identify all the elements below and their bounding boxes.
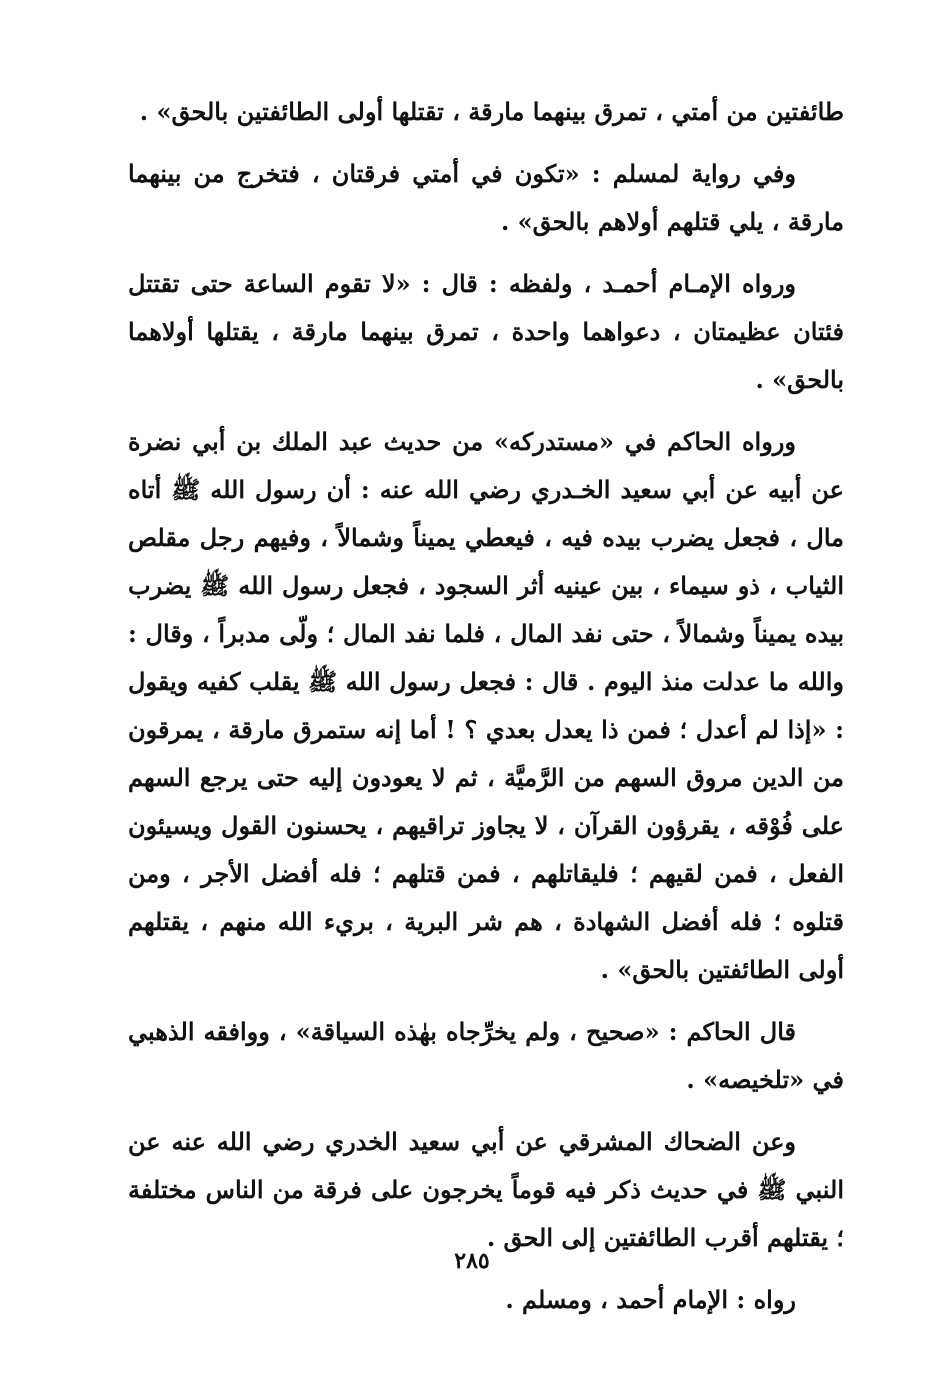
page-number: ٢٨٥ (454, 1248, 490, 1274)
paragraph-3: ورواه الإمـام أحمـد ، ولفظه : قال : «لا تقوم الساعة حتى تقتتل فئتان عظيمتان ، دعواهما واحدة ، تمرق بينهما مارقة ، يقتلها أولاهما بالحق» . (128, 269, 844, 394)
paragraph-6: وعن الضحاك المشرقي عن أبي سعيد الخدري رضي الله عنه عن النبي ﷺ في حديث ذكر فيه قوماً يخرجون على فرقة من الناس مختلفة ؛ يقتلهم أقرب الطائفتين إلى الحق . (128, 1127, 844, 1252)
paragraph-7: رواه : الإمام أحمد ، ومسلم . (505, 1285, 796, 1314)
paragraph-2: وفي رواية لمسلم : «تكون في أمتي فرقتان ، فتخرج من بينهما مارقة ، يلي قتلهم أولاهم بالحق» . (128, 159, 844, 236)
paragraph-4: ورواه الحاكم في «مستدركه» من حديث عبد الملك بن أبي نضرة عن أبيه عن أبي سعيد الخـدري رضي الله عنه : أن رسول الله ﷺ أتاه مال ، فجعل يضرب بيده فيه ، فيعطي يميناً وشمالاً ، وفيهم رجل مقلص الثياب ، ذو سيماء ، بين عينيه أثر السجود ، فجعل رسول الله ﷺ يضرب بيده يميناً وشمالاً ، حتى نفد المال ، فلما نفد المال ؛ ولّى مدبراً ، وقال : والله ما عدلت منذ اليوم . قال : فجعل رسول الله ﷺ يقلب كفيه ويقول : «إذا لم أعدل ؛ فمن ذا يعدل بعدي ؟ ! أما إنه ستمرق مارقة ، يمرقون من الدين مروق السهم من الرَّميَّة ، ثم لا يعودون إليه حتى يرجع السهم على فُوْقه ، يقرؤون القرآن ، لا يجاوز تراقيهم ، يحسنون القول ويسيئون الفعل ، فمن لقيهم ؛ فليقاتلهم ، فمن قتلهم ؛ فله أفضل الأجر ، ومن قتلوه ؛ فله أفضل الشهادة ، هم شر البرية ، بريء الله منهم ، يقتلهم أولى الطائفتين بالحق» . (128, 427, 844, 984)
paragraph-5: قال الحاكم : «صحيح ، ولم يخرِّجاه بهٰذه السياقة» ، ووافقه الذهبي في «تلخيصه» . (128, 1017, 844, 1094)
page-body (128, 88, 844, 1338)
paragraph-1: طائفتين من أمتي ، تمرق بينهما مارقة ، تقتلها أولى الطائفتين بالحق» . (139, 97, 844, 126)
